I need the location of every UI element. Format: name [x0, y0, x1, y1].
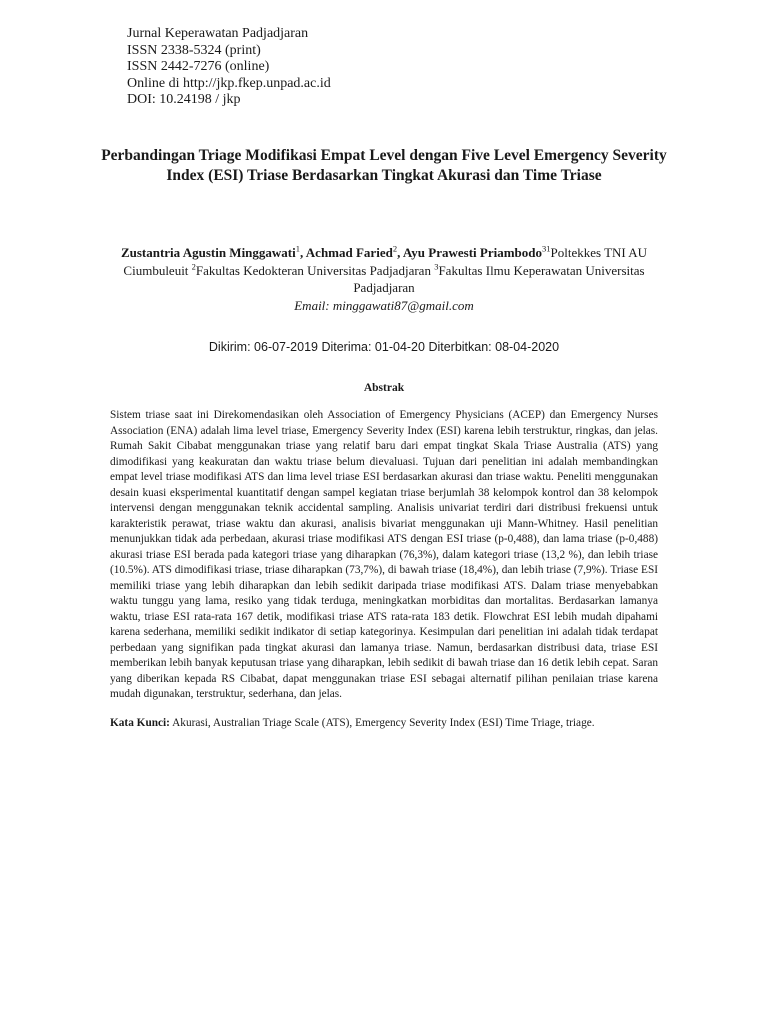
- author-sup: 2: [392, 243, 398, 254]
- paper-title: Perbandingan Triage Modifikasi Empat Level dengan Five Level Emergency Severity Index (ESI) Triase Berdasarkan Tingkat Akurasi dan Time Triase: [101, 147, 667, 184]
- author-name: Ayu Prawesti Priambodo: [402, 245, 543, 260]
- affiliation-sup: 3: [434, 261, 439, 272]
- keywords-label: Kata Kunci:: [110, 717, 170, 729]
- keywords-text: Akurasi, Australian Triage Scale (ATS), Emergency Severity Index (ESI) Time Triage, triage.: [172, 717, 595, 729]
- author-block: Zustantria Agustin Minggawati$^1$, Achmad Faried$^2$, Ayu Prawesti Priambodo$^{31}$Poltekkes TNI AU Ciumbuleuit $^2$Fakultas Kedokteran Universitas Padjadjaran $^3$Fakultas Ilmu Keperawatan Universitas Padjadjaran Email: minggawati87@gmail.com: [120, 243, 648, 313]
- author-sup: 3: [542, 243, 547, 254]
- affiliation: Fakultas Kedokteran Universitas Padjadjaran: [195, 262, 431, 278]
- issn-print: ISSN 2338-5324 (print): [127, 42, 261, 58]
- author-name: Zustantria Agustin Minggawati: [120, 245, 296, 260]
- author-email: Email: minggawati87@gmail.com: [294, 297, 474, 313]
- abstract-text: Sistem triase saat ini Direkomendasikan oleh Association of Emergency Physicians (ACEP) dan Emergency Nurses Association (ENA) adalah lima level triase, Emergency Severity Index (ESI) karena lebih terstruktur, ringkas, dan jelas. Rumah Sakit Cibabat menggunakan triase yang relatif baru dari empat tingkat Skala Triase Australia (ATS) yang dimodifikasi yang keakuratan dan waktu triase belum dievaluasi. Tujuan dari penelitian ini adalah membandingkan empat level triase modifikasi ATS dan lima level triase ESI berdasarkan akurasi dan triase waktu. Peneliti menggunakan desain kuasi eksperimental kuantitatif dengan sampel kegiatan triase berjumlah 38 kelompok kontrol dan 38 kelompok intervensi dengan menggunakan teknik accidental sampling. Analisis univariat terdiri dari distribusi frekuensi untuk karakteristik perawat, triase waktu dan akurasi, analisis bivariat menggunakan uji Mann-Whitney. Hasil penelitian menunjukkan tidak ada perbedaan, akurasi triase modifikasi ATS dengan ESI triase (p-0,488), dan lama triase (p-0,488) akurasi triase ESI berada pada kategori triase yang diharapkan (76,3%), dalam kategori triase (13,2 %), dan lebih triase (10.5%). ATS dimodifikasi triase, triase diharapkan (73,7%), di bawah triase (18,4%), dan lebih triase (7,9%). Triase ESI memiliki triase yang lebih diharapkan dan lebih sedikit daripada triase modifikasi ATS. Dalam triase menyebabkan waktu tunggu yang lama, resiko yang tidak terduga, meningkatkan morbiditas dan mortalitas. Berdasarkan lamanya waktu, triase ESI rata-rata 167 detik, modifikasi triase ATS rata-rata 183 detik. Flowchrat ESI lebih mudah dipahami karena sederhana, memiliki sedikit indikator di setiap kategorinya. Kesimpulan dari penelitian ini adalah tidak terdapat perbedaan yang signifikan pada tingkat akurasi dan lamanya triase. Namun, berdasarkan distribusi data, triase ESI memberikan lebih banyak keputusan triase yang diharapkan, lebih sedikit di bawah triase dan 16 detik lebih cepat. Saran yang diberikan kepada RS Cibabat, dapat menggunakan triase ESI sebagai alternatif pilihan penilaian triase karena mudah digunakan, terstruktur, sederhana, dan jelas.: [110, 409, 658, 700]
- journal-name: Jurnal Keperawatan Padjadjaran: [127, 26, 309, 41]
- submission-dates: Dikirim: 06-07-2019 Diterima: 01-04-20 Diterbitkan: 08-04-2020: [208, 340, 560, 354]
- issn-online: ISSN 2442-7276 (online): [127, 59, 270, 74]
- author-name: Achmad Faried: [305, 245, 393, 260]
- affiliation: Poltekkes TNI AU Ciumbuleuit: [123, 245, 648, 278]
- affiliation: Fakultas Ilmu Keperawatan Universitas Padjadjaran: [353, 262, 645, 295]
- author-sup: 1: [295, 243, 300, 254]
- affiliation-sup: 2: [191, 261, 196, 272]
- abstract-heading: Abstrak: [363, 382, 405, 394]
- journal-url: Online di http://jkp.fkep.unpad.ac.id: [127, 75, 331, 91]
- keywords-line: [110, 716, 670, 731]
- journal-doi: DOI: 10.24198 / jkp: [127, 92, 241, 107]
- journal-header: [127, 26, 331, 109]
- affiliation-sup: 1: [546, 243, 551, 254]
